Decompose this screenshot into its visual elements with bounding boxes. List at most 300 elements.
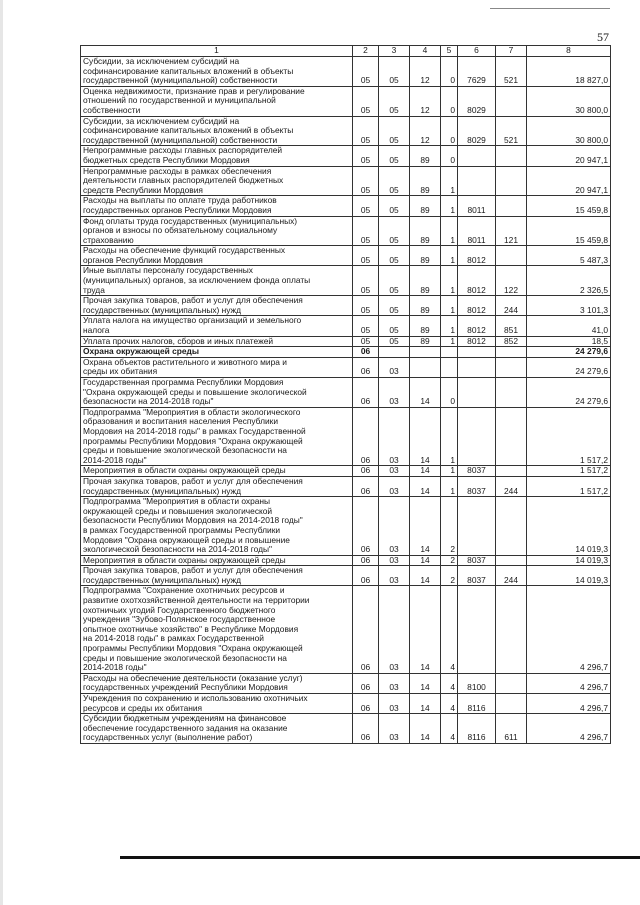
target-article-code: 8037 (458, 466, 496, 477)
section-code: 05 (353, 336, 379, 347)
amount: 15 459,8 (527, 216, 611, 246)
section-code: 05 (353, 266, 379, 296)
amount: 20 947,1 (527, 166, 611, 196)
amount: 18 827,0 (527, 57, 611, 87)
amount: 30 800,0 (527, 116, 611, 146)
table-row (81, 116, 611, 146)
table-row (81, 246, 611, 266)
target-article-code (458, 378, 496, 408)
expense-type-code (496, 196, 527, 216)
target-article-code: 8037 (458, 555, 496, 566)
description-line: средств Республики Мордовия (83, 184, 203, 195)
program-code: 14 (410, 586, 441, 673)
target-article-code: 8012 (458, 266, 496, 296)
subprogram-code: 0 (441, 86, 458, 116)
target-article-code: 7629 (458, 57, 496, 87)
target-article-code: 8116 (458, 714, 496, 744)
subprogram-code: 2 (441, 497, 458, 556)
row-description (81, 694, 353, 714)
program-code: 89 (410, 246, 441, 266)
subsection-code: 03 (379, 586, 410, 673)
program-code: 89 (410, 196, 441, 216)
table-row (81, 166, 611, 196)
target-article-code (458, 407, 496, 466)
target-article-code: 8029 (458, 116, 496, 146)
expense-type-code (496, 407, 527, 466)
program-code: 14 (410, 407, 441, 466)
subprogram-code: 4 (441, 714, 458, 744)
amount: 30 800,0 (527, 86, 611, 116)
description-line: Мероприятия в области охраны окружающей среды (83, 465, 286, 476)
table-row (81, 694, 611, 714)
table-row (81, 216, 611, 246)
table-row (81, 673, 611, 693)
table-row (81, 566, 611, 586)
section-code: 05 (353, 57, 379, 87)
expense-type-code: 244 (496, 476, 527, 496)
subprogram-code: 0 (441, 57, 458, 87)
table-row (81, 586, 611, 673)
description-line: Подпрограмма "Мероприятия в области экологического (83, 407, 301, 417)
description-line: Подпрограмма "Сохранение охотничьих ресурсов и (83, 585, 285, 596)
subprogram-code: 1 (441, 266, 458, 296)
description-line: бюджетных средств Республики Мордовия (83, 154, 250, 165)
subsection-code: 05 (379, 296, 410, 316)
description-line: Мордовия на 2014-2018 годы" в рамках Государственной (83, 425, 306, 436)
section-code: 05 (353, 196, 379, 216)
row-description (81, 566, 353, 586)
program-code: 14 (410, 673, 441, 693)
description-line: экологической безопасности на 2014-2018 годы" (83, 544, 272, 555)
description-line: обеспечение государственного задания на оказание (83, 722, 288, 733)
description-line: Охрана объектов растительного и животного мира и (83, 357, 287, 367)
subprogram-code: 0 (441, 116, 458, 146)
subsection-code: 03 (379, 714, 410, 744)
table-row (81, 266, 611, 296)
description-line: государственных (муниципальных) нужд (83, 485, 242, 496)
description-line: Непрограммные расходы главных распорядителей (83, 145, 283, 156)
subprogram-code: 1 (441, 216, 458, 246)
amount: 14 019,3 (527, 555, 611, 566)
expense-type-code (496, 347, 527, 358)
description-line: развитие охотхозяйственной деятельности на территории (83, 595, 310, 606)
description-line: государственных (муниципальных) нужд (83, 304, 242, 315)
scan-bottom-bar (120, 856, 640, 859)
program-code: 12 (410, 57, 441, 87)
header-cell: 3 (379, 46, 410, 57)
description-line: 2014-2018 годы" (83, 662, 147, 673)
page-number: 57 (597, 30, 609, 44)
expense-type-code: 521 (496, 57, 527, 87)
program-code: 12 (410, 86, 441, 116)
target-article-code: 8012 (458, 336, 496, 347)
subsection-code: 03 (379, 378, 410, 408)
section-code: 05 (353, 316, 379, 336)
target-article-code (458, 166, 496, 196)
amount: 4 296,7 (527, 586, 611, 673)
subprogram-code: 1 (441, 476, 458, 496)
description-line: Субсидии, за исключением субсидий на (83, 116, 240, 126)
table-row (81, 347, 611, 358)
description-line: Расходы на обеспечение деятельности (оказание услуг) (83, 673, 303, 683)
description-line: труда (83, 284, 105, 295)
section-code: 06 (353, 673, 379, 693)
table-body (81, 57, 611, 744)
row-description (81, 266, 353, 296)
target-article-code: 8100 (458, 673, 496, 693)
section-code: 05 (353, 86, 379, 116)
scan-top-mark (490, 8, 610, 9)
subprogram-code (441, 347, 458, 358)
program-code (410, 357, 441, 377)
subsection-code: 03 (379, 497, 410, 556)
description-line: образования и воспитания населения Республики (83, 416, 279, 427)
row-description (81, 196, 353, 216)
section-code: 06 (353, 694, 379, 714)
row-description (81, 57, 353, 87)
subprogram-code: 1 (441, 166, 458, 196)
header-cell: 8 (527, 46, 611, 57)
expense-type-code (496, 673, 527, 693)
expense-type-code: 851 (496, 316, 527, 336)
program-code: 14 (410, 566, 441, 586)
description-line: Мордовия "Охрана окружающей среды и повышение (83, 534, 290, 545)
header-cell: 1 (81, 46, 353, 57)
description-line: государственных учреждений Республики Мордовия (83, 682, 288, 693)
row-description (81, 347, 353, 358)
description-line: государственных услуг (выполнение работ) (83, 732, 253, 743)
expense-type-code: 244 (496, 566, 527, 586)
program-code: 89 (410, 146, 441, 166)
target-article-code: 8012 (458, 246, 496, 266)
target-article-code (458, 146, 496, 166)
target-article-code: 8037 (458, 566, 496, 586)
description-line: собственности (83, 104, 141, 115)
row-description (81, 296, 353, 316)
description-line: налога (83, 325, 110, 336)
amount: 41,0 (527, 316, 611, 336)
description-line: Фонд оплаты труда государственных (муниципальных) (83, 216, 298, 226)
description-line: учреждения "Зубово-Полянское государственное (83, 614, 276, 625)
subprogram-code: 4 (441, 694, 458, 714)
description-line: Прочая закупка товаров, работ и услуг для обеспечения (83, 565, 303, 576)
description-line: Мероприятия в области охраны окружающей среды (83, 555, 286, 565)
target-article-code (458, 357, 496, 377)
section-code: 06 (353, 497, 379, 556)
target-article-code (458, 347, 496, 358)
program-code: 14 (410, 378, 441, 408)
subsection-code: 03 (379, 566, 410, 586)
subprogram-code: 1 (441, 196, 458, 216)
section-code: 06 (353, 714, 379, 744)
section-code: 06 (353, 407, 379, 466)
subsection-code: 03 (379, 357, 410, 377)
expense-type-code (496, 357, 527, 377)
section-code: 05 (353, 166, 379, 196)
description-line: Учреждения по сохранению и использованию охотничьих (83, 693, 308, 703)
amount: 4 296,7 (527, 694, 611, 714)
subprogram-code: 1 (441, 246, 458, 266)
subprogram-code: 2 (441, 566, 458, 586)
description-line: Охрана окружающей среды (83, 346, 200, 357)
subsection-code: 05 (379, 196, 410, 216)
description-line: охотничьих угодий Государственного бюджетного (83, 604, 276, 615)
amount: 18,5 (527, 336, 611, 347)
row-description (81, 378, 353, 408)
description-line: программы Республики Мордовия "Охрана окружающей (83, 643, 303, 654)
section-code: 05 (353, 146, 379, 166)
description-line: Расходы на обеспечение функций государственных (83, 245, 286, 256)
subsection-code: 03 (379, 694, 410, 714)
description-line: Субсидии бюджетным учреждениям на финансовое (83, 713, 287, 724)
subprogram-code: 1 (441, 466, 458, 477)
target-article-code: 8011 (458, 216, 496, 246)
description-line: государственной (муниципальной) собственности (83, 134, 278, 145)
table-row (81, 357, 611, 377)
section-code: 06 (353, 566, 379, 586)
description-line: страхованию (83, 234, 134, 245)
row-description (81, 166, 353, 196)
program-code: 14 (410, 466, 441, 477)
description-line: Уплата прочих налогов, сборов и иных платежей (83, 336, 274, 346)
section-code: 06 (353, 466, 379, 477)
target-article-code: 8037 (458, 476, 496, 496)
target-article-code (458, 497, 496, 556)
section-code: 05 (353, 116, 379, 146)
subsection-code: 03 (379, 476, 410, 496)
header-cell: 7 (496, 46, 527, 57)
description-line: Уплата налога на имущество организаций и земельного (83, 315, 302, 326)
program-code: 89 (410, 166, 441, 196)
description-line: среды и повышение экологической безопасности на (83, 652, 287, 663)
description-line: программы Республики Мордовия "Охрана окружающей (83, 435, 303, 446)
description-line: Подпрограмма "Мероприятия в области охраны (83, 496, 271, 507)
subsection-code: 03 (379, 673, 410, 693)
program-code: 89 (410, 336, 441, 347)
program-code: 89 (410, 296, 441, 316)
description-line: среды их обитания (83, 366, 158, 377)
amount: 1 517,2 (527, 466, 611, 477)
header-cell: 2 (353, 46, 379, 57)
description-line: в рамках Государственной программы Республики (83, 524, 281, 535)
table-row (81, 714, 611, 744)
description-line: безопасности Республики Мордовия на 2014-2018 годы" (83, 515, 303, 526)
target-article-code: 8029 (458, 86, 496, 116)
subprogram-code (441, 357, 458, 377)
subsection-code: 05 (379, 266, 410, 296)
description-line: государственной (муниципальной) собственности (83, 75, 278, 86)
subsection-code: 05 (379, 336, 410, 347)
subsection-code: 03 (379, 555, 410, 566)
section-code: 05 (353, 296, 379, 316)
table-row (81, 466, 611, 477)
scan-edge-shadow (0, 0, 3, 905)
table-row (81, 555, 611, 566)
subsection-code: 03 (379, 466, 410, 477)
description-line: 2014-2018 годы" (83, 454, 147, 465)
table-row (81, 378, 611, 408)
subprogram-code: 0 (441, 146, 458, 166)
amount: 2 326,5 (527, 266, 611, 296)
program-code: 89 (410, 216, 441, 246)
subprogram-code: 1 (441, 296, 458, 316)
target-article-code: 8012 (458, 296, 496, 316)
table-row (81, 196, 611, 216)
section-code: 06 (353, 347, 379, 358)
table-row (81, 296, 611, 316)
section-code: 06 (353, 357, 379, 377)
description-line: Государственная программа Республики Мордовия (83, 377, 284, 387)
row-description (81, 316, 353, 336)
section-code: 05 (353, 246, 379, 266)
expense-type-code (496, 146, 527, 166)
amount: 20 947,1 (527, 146, 611, 166)
expense-type-code (496, 166, 527, 196)
program-code: 14 (410, 555, 441, 566)
description-line: Расходы на выплаты по оплате труда работников (83, 195, 277, 206)
row-description (81, 555, 353, 566)
row-description (81, 714, 353, 744)
expense-type-code (496, 694, 527, 714)
section-code: 06 (353, 586, 379, 673)
description-line: (муниципальных) органов, за исключением фонда оплаты (83, 275, 311, 286)
subsection-code: 05 (379, 116, 410, 146)
description-line: Прочая закупка товаров, работ и услуг для обеспечения (83, 476, 303, 486)
target-article-code: 8012 (458, 316, 496, 336)
amount: 4 296,7 (527, 673, 611, 693)
header-cell: 6 (458, 46, 496, 57)
program-code: 89 (410, 316, 441, 336)
header-cell: 5 (441, 46, 458, 57)
row-description (81, 246, 353, 266)
expense-type-code: 521 (496, 116, 527, 146)
subsection-code: 05 (379, 146, 410, 166)
row-description (81, 86, 353, 116)
description-line: государственных (муниципальных) нужд (83, 574, 242, 585)
row-description (81, 146, 353, 166)
table-row (81, 407, 611, 466)
row-description (81, 586, 353, 673)
table-row (81, 336, 611, 347)
table-row (81, 146, 611, 166)
description-line: Прочая закупка товаров, работ и услуг для обеспечения (83, 295, 303, 306)
description-line: Оценка недвижимости, признание прав и регулирование (83, 86, 305, 96)
amount: 15 459,8 (527, 196, 611, 216)
expense-type-code (496, 378, 527, 408)
description-line: органов и взносы по обязательному социальному (83, 225, 278, 236)
table-row (81, 497, 611, 556)
description-line: "Охрана окружающей среды и повышение экологической (83, 386, 307, 397)
target-article-code (458, 586, 496, 673)
description-line: ресурсов и среды их обитания (83, 702, 203, 713)
section-code: 06 (353, 378, 379, 408)
amount: 1 517,2 (527, 476, 611, 496)
table-row (81, 57, 611, 87)
expense-type-code (496, 497, 527, 556)
amount: 4 296,7 (527, 714, 611, 744)
description-line: Субсидии, за исключением субсидий на (83, 56, 240, 66)
header-cell: 4 (410, 46, 441, 57)
description-line: опытное охотничье хозяйство" в Республике Мордовия (83, 623, 299, 634)
amount: 24 279,6 (527, 347, 611, 358)
subprogram-code: 1 (441, 407, 458, 466)
subprogram-code: 4 (441, 586, 458, 673)
target-article-code: 8011 (458, 196, 496, 216)
expense-type-code: 244 (496, 296, 527, 316)
program-code: 12 (410, 116, 441, 146)
subsection-code: 05 (379, 216, 410, 246)
description-line: безопасности на 2014-2018 годы" (83, 396, 214, 407)
program-code: 14 (410, 694, 441, 714)
description-line: Иные выплаты персоналу государственных (83, 265, 253, 276)
program-code: 14 (410, 497, 441, 556)
section-code: 06 (353, 555, 379, 566)
description-line: окружающей среды и повышения экологической (83, 505, 273, 516)
description-line: среды и повышение экологической безопасности на (83, 445, 287, 456)
description-line: софинансирование капитальных вложений в объекты (83, 125, 294, 136)
expense-type-code (496, 86, 527, 116)
row-description (81, 673, 353, 693)
subsection-code: 05 (379, 316, 410, 336)
amount: 24 279,6 (527, 378, 611, 408)
description-line: софинансирование капитальных вложений в объекты (83, 65, 294, 76)
table-row (81, 86, 611, 116)
target-article-code: 8116 (458, 694, 496, 714)
table-row (81, 316, 611, 336)
row-description (81, 497, 353, 556)
expense-type-code (496, 555, 527, 566)
subsection-code: 05 (379, 86, 410, 116)
row-description (81, 407, 353, 466)
section-code: 05 (353, 216, 379, 246)
amount: 1 517,2 (527, 407, 611, 466)
expense-type-code: 121 (496, 216, 527, 246)
amount: 14 019,3 (527, 566, 611, 586)
row-description (81, 116, 353, 146)
table-row (81, 476, 611, 496)
subsection-code: 05 (379, 57, 410, 87)
row-description (81, 216, 353, 246)
subsection-code (379, 347, 410, 358)
expense-type-code: 611 (496, 714, 527, 744)
amount: 3 101,3 (527, 296, 611, 316)
table-header-row (81, 46, 611, 57)
expense-type-code: 852 (496, 336, 527, 347)
description-line: отношений по государственной и муниципальной (83, 95, 276, 106)
program-code: 89 (410, 266, 441, 296)
description-line: органов Республики Мордовия (83, 254, 203, 265)
row-description (81, 476, 353, 496)
subprogram-code: 2 (441, 555, 458, 566)
expense-type-code (496, 466, 527, 477)
subprogram-code: 1 (441, 336, 458, 347)
subprogram-code: 0 (441, 378, 458, 408)
description-line: государственных органов Республики Мордовия (83, 204, 272, 215)
expense-type-code (496, 586, 527, 673)
subsection-code: 05 (379, 166, 410, 196)
expense-type-code: 122 (496, 266, 527, 296)
description-line: деятельности главных распорядителей бюджетных (83, 175, 284, 186)
budget-table (80, 45, 611, 744)
subsection-code: 05 (379, 246, 410, 266)
row-description (81, 466, 353, 477)
amount: 14 019,3 (527, 497, 611, 556)
description-line: на 2014-2018 годы" в рамках Государственной (83, 633, 264, 644)
description-line: Непрограммные расходы в рамках обеспечения (83, 166, 272, 176)
amount: 24 279,6 (527, 357, 611, 377)
row-description (81, 357, 353, 377)
subsection-code: 03 (379, 407, 410, 466)
